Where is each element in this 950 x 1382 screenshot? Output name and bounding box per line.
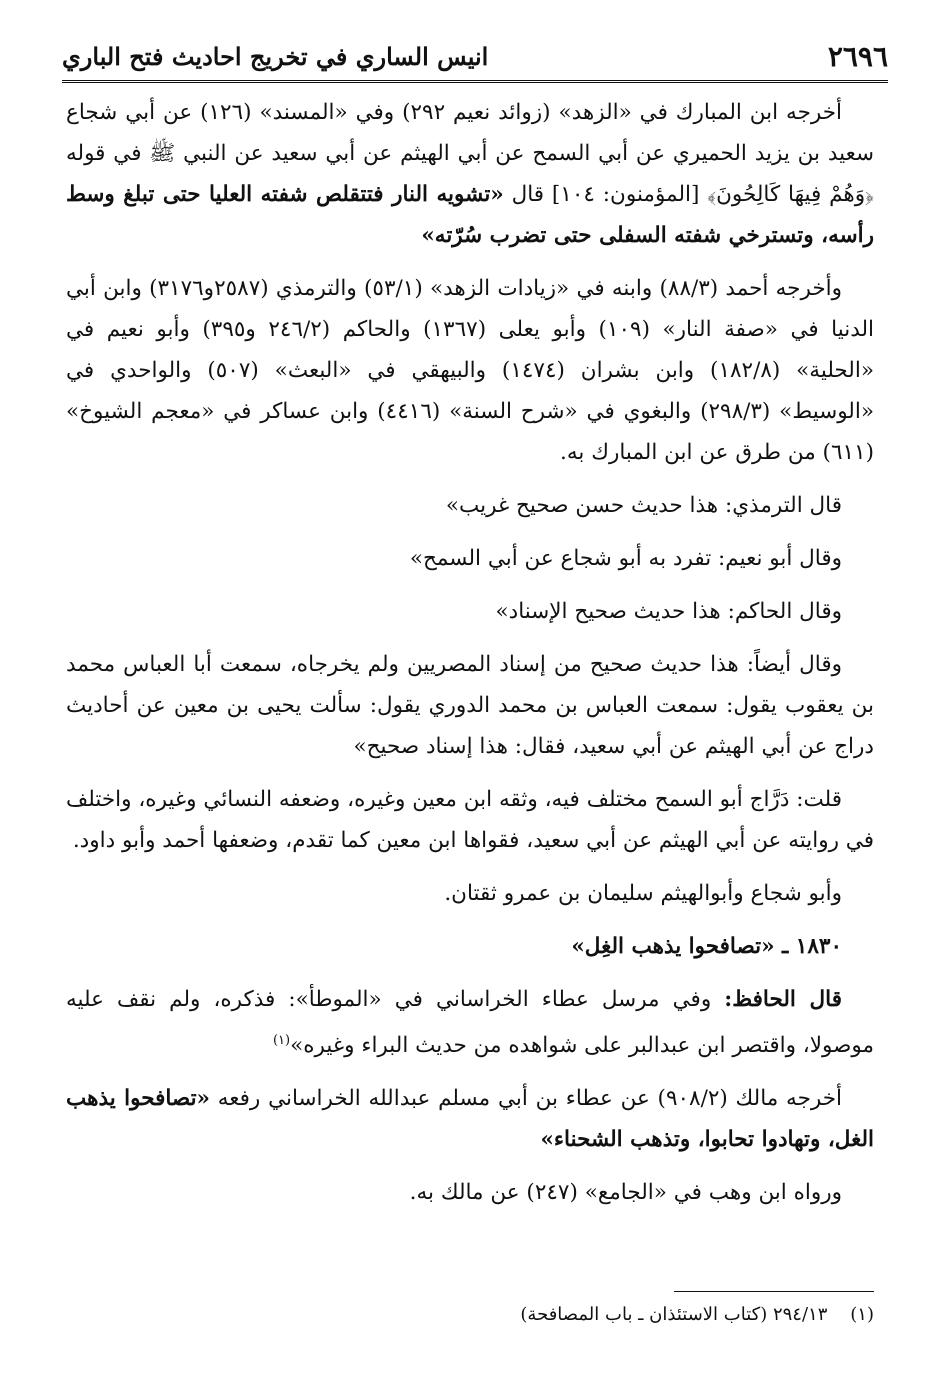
paragraph: أخرجه ابن المبارك في «الزهد» (زوائد نعيم ٢٩٢) وفي «المسند» (١٢٦) عن أبي شجاع سعيد بن يزيد الحميري عن أبي السمح عن أبي الهيثم عن أبي سعيد عن النبي ﷺ في قوله ﴿وَهُمْ فِيهَا كَالِحُونَ﴾ [المؤمنون: ١٠٤] قال «تشويه النار فتتقلص شفته العليا حتى تبلغ وسط رأسه، وتسترخي شفته السفلى حتى تضرب سُرّته» (66, 100, 874, 248)
header-divider (62, 80, 888, 83)
paragraph: وقال أبو نعيم: تفرد به أبو شجاع عن أبي السمح» (409, 546, 842, 571)
paragraph: وأخرجه أحمد (٨٨/٣) وابنه في «زيادات الزهد» (٥٣/١) والترمذي (٢٥٨٧و٣١٧٦) وابن أبي الدنيا في «صفة النار» (١٠٩) وأبو يعلى (١٣٦٧) والحاكم (٢٤٦/٢ و٣٩٥) وأبو نعيم في «الحلية» (١٨٢/٨) وابن بشران (١٤٧٤) والبيهقي في «البعث» (٥٠٧) والواحدي في «الوسيط» (٢٩٨/٣) والبغوي في «شرح السنة» (٤٤١٦) وابن عساكر في «معجم الشيوخ» (٦١١) من طرق عن ابن المبارك به. (66, 276, 874, 465)
footnote-ref: ٢٩٤/١٣ (772, 1304, 828, 1325)
hadith-text: «تشويه النار فتتقلص شفته العليا حتى تبلغ وسط رأسه، وتسترخي شفته السفلى حتى تضرب سُرّته» (66, 182, 874, 248)
hadith-heading: ١٨٣٠ ـ «تصافحوا يذهب الغِل» (571, 934, 842, 959)
paragraph: وقال الحاكم: هذا حديث صحيح الإسناد» (495, 599, 842, 624)
main-text (66, 92, 874, 1225)
footnote-text: (كتاب الاستئذان ـ باب المصافحة) (520, 1304, 768, 1325)
page-number: ٢٦٩٦ (827, 39, 888, 73)
speaker-label: قال الحافظ: (724, 987, 842, 1012)
running-title: انيس الساري في تخريج احاديث فتح الباري (62, 41, 489, 71)
paragraph: قلت: دَرَّاج أبو السمح مختلف فيه، وثقه ابن معين وغيره، وضعفه النسائي وغيره، واختلف في روايته عن أبي الهيثم عن أبي سعيد، فقواها ابن معين كما تقدم، وضعفها أحمد وأبو داود. (66, 787, 874, 853)
paragraph: أخرجه مالك (٩٠٨/٢) عن عطاء بن أبي مسلم عبدالله الخراساني رفعه «تصافحوا يذهب الغل، وتهادوا تحابوا، وتذهب الشحناء» (66, 1086, 874, 1153)
footnote-divider (674, 1291, 874, 1292)
paragraph: وقال أيضاً: هذا حديث صحيح من إسناد المصريين ولم يخرجاه، سمعت أبا العباس محمد بن يعقوب يقول: سمعت العباس بن محمد الدوري يقول: سألت يحيى بن معين عن أحاديث دراج عن أبي الهيثم عن أبي سعيد، فقال: هذا إسناد صحيح» (66, 652, 874, 759)
footnote-marker[interactable]: (١) (272, 1033, 291, 1048)
footnote (66, 1300, 874, 1330)
paragraph: قال الحافظ: وفي مرسل عطاء الخراساني في «الموطأ»: فذكره، ولم نقف عليه موصولا، واقتصر ابن عبدالبر على شواهده من حديث البراء وغيره»$^{(١)}$ (66, 987, 874, 1059)
hadith-text: «تصافحوا يذهب الغل، وتهادوا تحابوا، وتذهب الشحناء» (66, 1086, 874, 1153)
page-header (62, 34, 888, 78)
paragraph: وأبو شجاع وأبوالهيثم سليمان بن عمرو ثقتان. (444, 881, 842, 906)
paragraph: قال الترمذي: هذا حديث حسن صحيح غريب» (445, 493, 842, 518)
footnote-number: (١) (850, 1304, 874, 1325)
paragraph: ورواه ابن وهب في «الجامع» (٢٤٧) عن مالك به. (409, 1180, 842, 1206)
